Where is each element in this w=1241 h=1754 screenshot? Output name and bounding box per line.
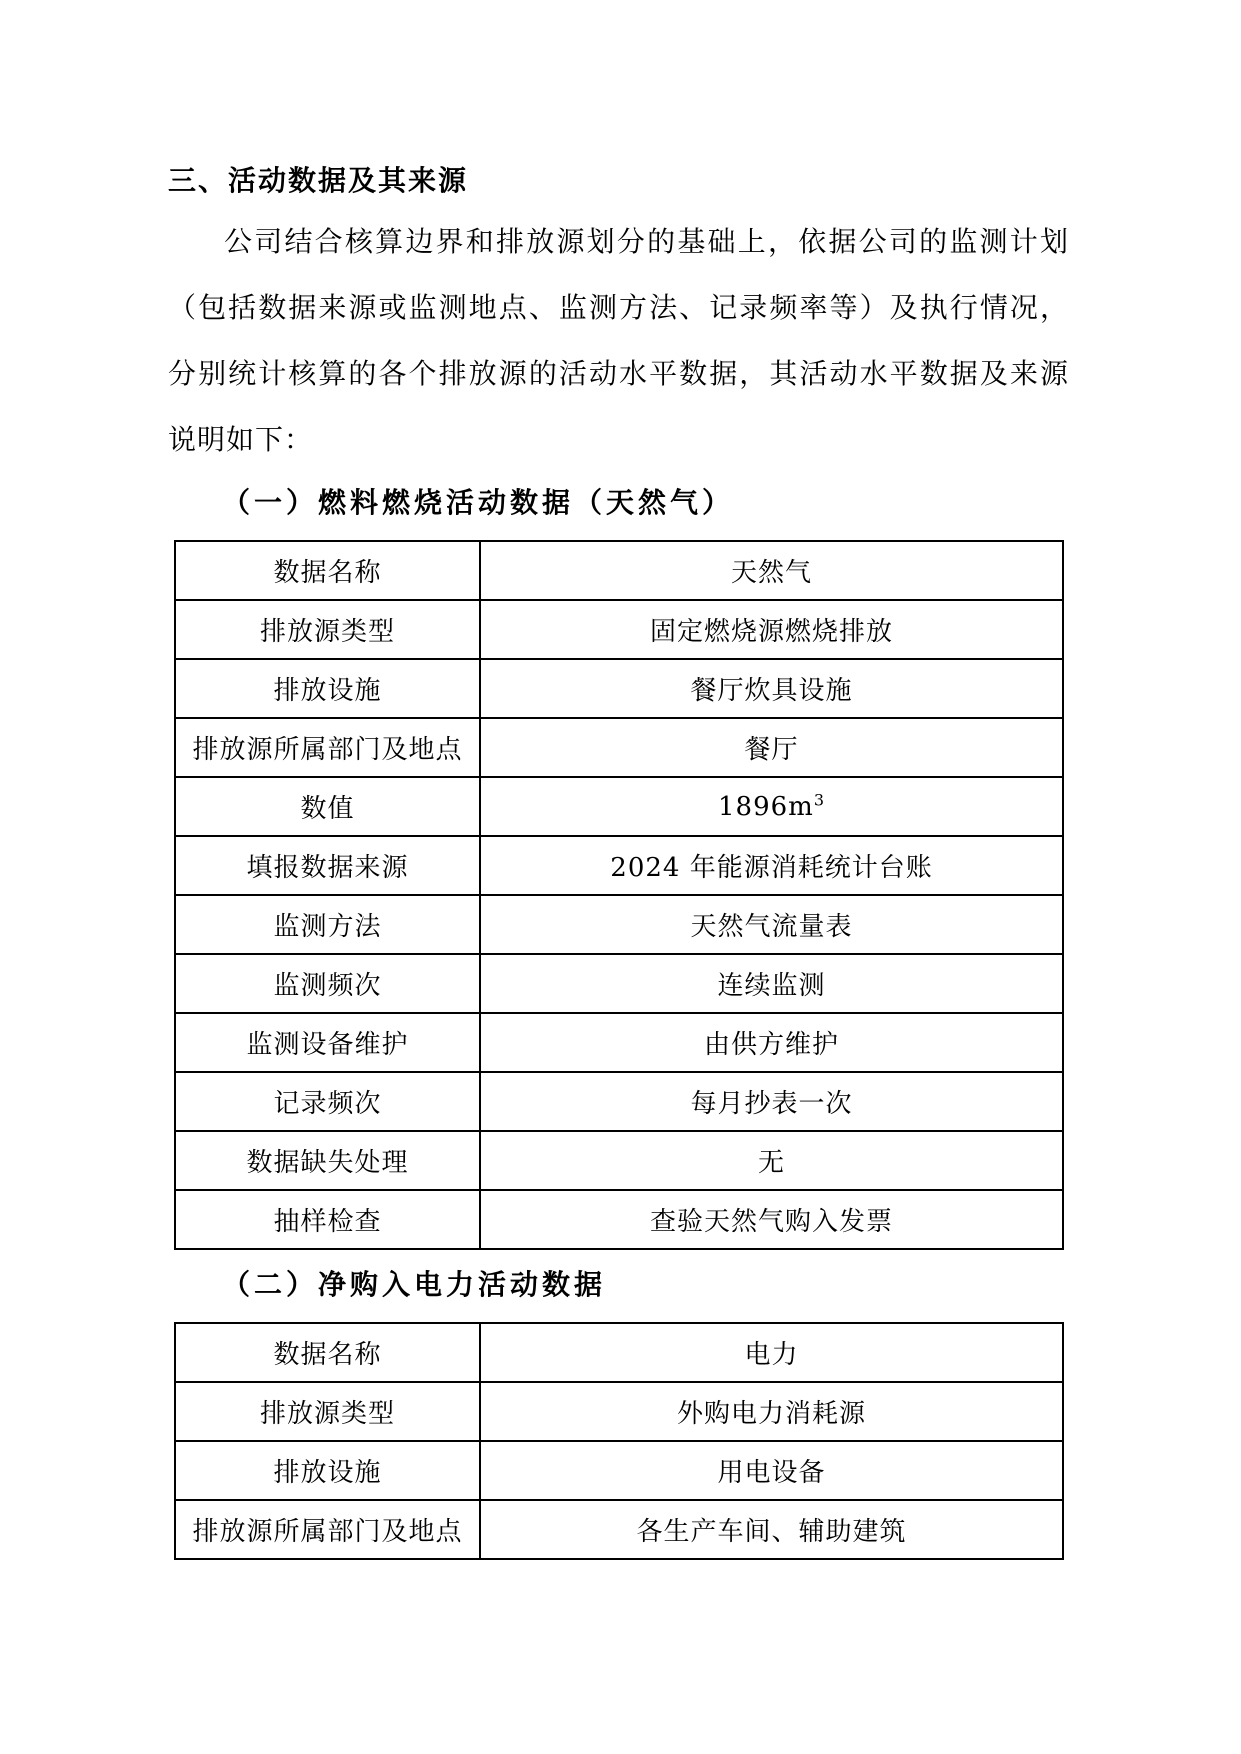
row-value-cell: 外购电力消耗源 [480, 1382, 1063, 1441]
table-row [175, 541, 1063, 600]
row-value-cell: 2024 年能源消耗统计台账 [480, 836, 1063, 895]
table-row [175, 600, 1063, 659]
row-label-cell: 排放源类型 [175, 600, 480, 659]
table-row [175, 718, 1063, 777]
row-value-cell: 餐厅 [480, 718, 1063, 777]
row-value-cell: 固定燃烧源燃烧排放 [480, 600, 1063, 659]
table-row [175, 1500, 1063, 1559]
table-row [175, 777, 1063, 836]
row-value-cell: 天然气 [480, 541, 1063, 600]
row-label-cell: 排放源所属部门及地点 [175, 718, 480, 777]
paragraph-line: （包括数据来源或监测地点、监测方法、记录频率等）及执行情况， [168, 291, 1069, 324]
row-label-cell: 排放设施 [175, 659, 480, 718]
row-value-cell: 各生产车间、辅助建筑 [480, 1500, 1063, 1559]
paragraph-line: 分别统计核算的各个排放源的活动水平数据，其活动水平数据及来源 [168, 357, 1069, 390]
row-value-cell: $1896m^3$ [480, 777, 1063, 836]
row-label-cell: 监测方法 [175, 895, 480, 954]
section-heading: 三、活动数据及其来源 [168, 164, 469, 197]
table-row [175, 836, 1063, 895]
table-row [175, 1382, 1063, 1441]
row-label-cell: 监测设备维护 [175, 1013, 480, 1072]
table-row [175, 1072, 1063, 1131]
row-label-cell: 排放源类型 [175, 1382, 480, 1441]
intro-paragraph [168, 209, 1069, 473]
row-value-cell: 餐厅炊具设施 [480, 659, 1063, 718]
row-value-cell: 由供方维护 [480, 1013, 1063, 1072]
table-row [175, 1441, 1063, 1500]
row-label-cell: 抽样检查 [175, 1190, 480, 1249]
table-row [175, 1323, 1063, 1382]
paragraph-line: 公司结合核算边界和排放源划分的基础上，依据公司的监测计划 [224, 225, 1069, 258]
paragraph-line: 说明如下： [168, 423, 314, 456]
row-value-cell: 每月抄表一次 [480, 1072, 1063, 1131]
table-row [175, 895, 1063, 954]
row-label-cell: 数据名称 [175, 541, 480, 600]
row-label-cell: 数值 [175, 777, 480, 836]
table-row [175, 1190, 1063, 1249]
row-label-cell: 记录频次 [175, 1072, 480, 1131]
row-value-cell: 连续监测 [480, 954, 1063, 1013]
subsection-title-fuel-combustion: （一）燃料燃烧活动数据（天然气） [222, 486, 735, 519]
row-label-cell: 排放设施 [175, 1441, 480, 1500]
electricity-activity-table [174, 1322, 1064, 1560]
row-value-cell: 天然气流量表 [480, 895, 1063, 954]
row-label-cell: 填报数据来源 [175, 836, 480, 895]
row-label-cell: 监测频次 [175, 954, 480, 1013]
fuel-activity-table [174, 540, 1064, 1250]
table-row [175, 659, 1063, 718]
row-label-cell: 数据缺失处理 [175, 1131, 480, 1190]
subsection-title-purchased-electricity: （二）净购入电力活动数据 [222, 1268, 607, 1301]
table-row [175, 1131, 1063, 1190]
row-value-cell: 查验天然气购入发票 [480, 1190, 1063, 1249]
row-label-cell: 排放源所属部门及地点 [175, 1500, 480, 1559]
table-row [175, 1013, 1063, 1072]
superscript: 3 [813, 789, 825, 809]
row-value-cell: 电力 [480, 1323, 1063, 1382]
table-row [175, 954, 1063, 1013]
row-value-cell: 无 [480, 1131, 1063, 1190]
row-label-cell: 数据名称 [175, 1323, 480, 1382]
row-value-cell: 用电设备 [480, 1441, 1063, 1500]
